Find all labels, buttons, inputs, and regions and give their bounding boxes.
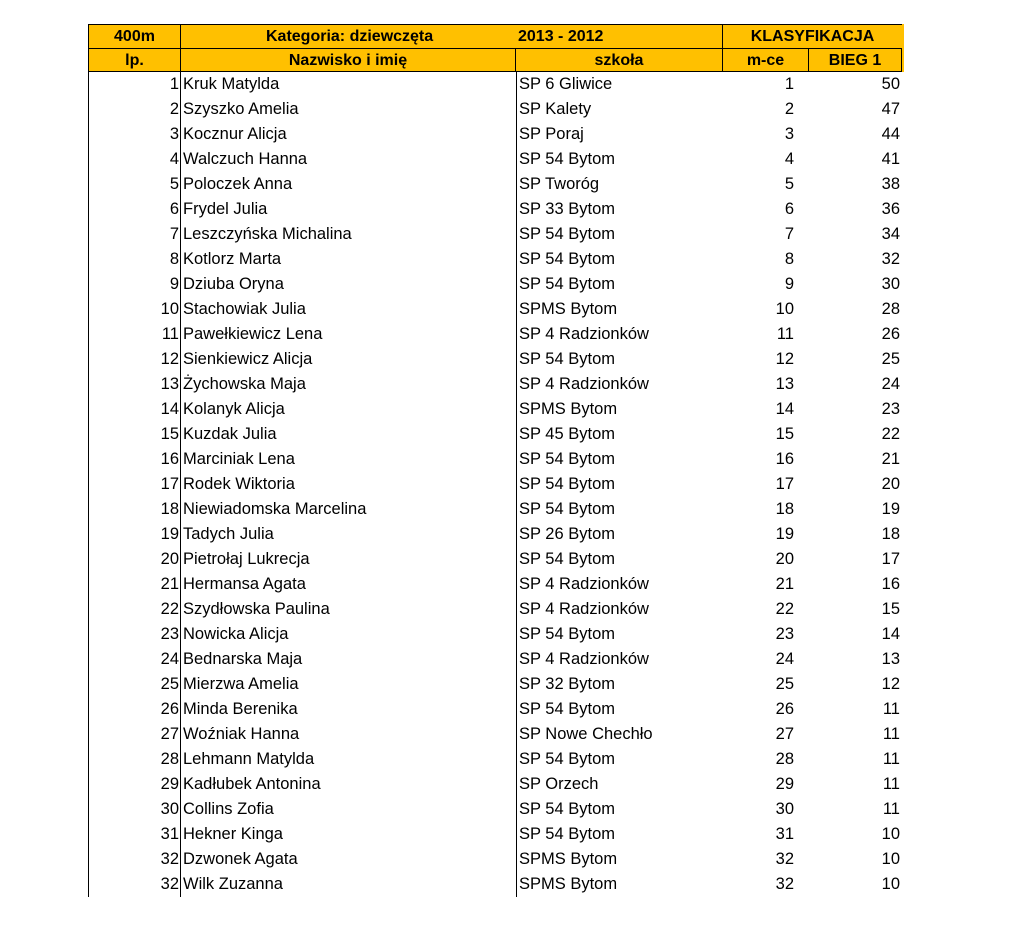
row-school: SP 54 Bytom (516, 747, 722, 772)
column-header-place: m-ce (722, 48, 808, 72)
row-lp: 3 (88, 122, 181, 147)
row-school: SP 54 Bytom (516, 622, 722, 647)
row-place: 30 (775, 800, 794, 818)
row-name: Leszczyńska Michalina (183, 225, 352, 243)
row-points: 47 (881, 100, 900, 118)
table-row (88, 372, 904, 397)
row-points: 10 (881, 825, 900, 843)
row-school: SP Poraj (516, 122, 722, 147)
table-row (88, 672, 904, 697)
row-place: 23 (775, 625, 794, 643)
row-name: Nowicka Alicja (183, 625, 289, 643)
row-lp: 5 (88, 172, 181, 197)
row-lp: 1 (88, 72, 181, 97)
row-name: Kotlorz Marta (183, 250, 282, 268)
row-school: SP 54 Bytom (516, 822, 722, 847)
row-school: SP 54 Bytom (516, 147, 722, 172)
row-school: SP 33 Bytom (516, 197, 722, 222)
row-name: Żychowska Maja (183, 375, 306, 393)
row-name: Pietrołaj Lukrecja (183, 550, 310, 568)
row-lp: 32 (88, 847, 181, 872)
row-name: Pawełkiewicz Lena (183, 325, 323, 343)
row-place: 12 (775, 350, 794, 368)
row-place: 4 (784, 150, 794, 168)
row-points: 19 (881, 500, 900, 518)
row-lp: 18 (88, 497, 181, 522)
table-row (88, 397, 904, 422)
row-school: SP 54 Bytom (516, 547, 722, 572)
row-lp: 28 (88, 747, 181, 772)
row-school: SP Nowe Chechło (516, 722, 722, 747)
row-name: Hermansa Agata (183, 575, 306, 593)
row-lp: 26 (88, 697, 181, 722)
row-school: SP 6 Gliwice (516, 72, 722, 97)
row-points: 15 (881, 600, 900, 618)
table-row (88, 272, 904, 297)
row-lp: 7 (88, 222, 181, 247)
row-place: 10 (775, 300, 794, 318)
table-title-row (88, 24, 904, 48)
row-points: 26 (881, 325, 900, 343)
table-row (88, 722, 904, 747)
table-row (88, 772, 904, 797)
results-table (88, 24, 904, 897)
row-lp: 25 (88, 672, 181, 697)
row-points: 14 (881, 625, 900, 643)
row-lp: 17 (88, 472, 181, 497)
row-place: 20 (775, 550, 794, 568)
row-lp: 10 (88, 297, 181, 322)
row-name: Dzwonek Agata (183, 850, 298, 868)
row-points: 44 (881, 125, 900, 143)
table-row (88, 72, 904, 97)
row-school: SP Tworóg (516, 172, 722, 197)
row-points: 17 (881, 550, 900, 568)
table-row (88, 247, 904, 272)
row-school: SPMS Bytom (516, 397, 722, 422)
distance-label: 400m (88, 24, 181, 48)
years-label: 2013 - 2012 (516, 24, 722, 48)
row-place: 21 (775, 575, 794, 593)
row-place: 8 (784, 250, 794, 268)
table-row (88, 447, 904, 472)
row-place: 26 (775, 700, 794, 718)
row-points: 11 (882, 700, 900, 718)
row-school: SP 54 Bytom (516, 222, 722, 247)
row-lp: 24 (88, 647, 181, 672)
row-lp: 2 (88, 97, 181, 122)
row-points: 28 (881, 300, 900, 318)
row-name: Lehmann Matylda (183, 750, 315, 768)
row-name: Niewiadomska Marcelina (183, 500, 367, 518)
row-school: SP 54 Bytom (516, 472, 722, 497)
row-points: 50 (881, 75, 900, 93)
row-name: Hekner Kinga (183, 825, 283, 843)
row-place: 32 (775, 850, 794, 868)
row-points: 11 (882, 775, 900, 793)
row-points: 24 (881, 375, 900, 393)
row-place: 31 (775, 825, 794, 843)
table-row (88, 322, 904, 347)
row-name: Bednarska Maja (183, 650, 303, 668)
row-name: Poloczek Anna (183, 175, 293, 193)
row-place: 25 (775, 675, 794, 693)
row-lp: 31 (88, 822, 181, 847)
row-school: SP 45 Bytom (516, 422, 722, 447)
table-row (88, 547, 904, 572)
row-lp: 23 (88, 622, 181, 647)
row-name: Dziuba Oryna (183, 275, 284, 293)
table-row (88, 597, 904, 622)
row-name: Minda Berenika (183, 700, 298, 718)
table-row (88, 847, 904, 872)
table-row (88, 222, 904, 247)
row-name: Rodek Wiktoria (183, 475, 295, 493)
row-name: Szydłowska Paulina (183, 600, 330, 618)
row-points: 10 (881, 875, 900, 893)
table-row (88, 147, 904, 172)
row-place: 19 (775, 525, 794, 543)
row-school: SP 4 Radzionków (516, 572, 722, 597)
row-place: 24 (775, 650, 794, 668)
table-row (88, 522, 904, 547)
row-lp: 9 (88, 272, 181, 297)
row-lp: 27 (88, 722, 181, 747)
column-header-lp: lp. (88, 48, 181, 72)
row-lp: 12 (88, 347, 181, 372)
row-place: 29 (775, 775, 794, 793)
row-place: 16 (775, 450, 794, 468)
classification-label: KLASYFIKACJA (722, 24, 902, 48)
row-name: Mierzwa Amelia (183, 675, 299, 693)
row-lp: 6 (88, 197, 181, 222)
row-lp: 19 (88, 522, 181, 547)
row-school: SP 54 Bytom (516, 497, 722, 522)
row-school: SP Orzech (516, 772, 722, 797)
row-place: 28 (775, 750, 794, 768)
table-row (88, 747, 904, 772)
row-lp: 15 (88, 422, 181, 447)
row-place: 7 (784, 225, 794, 243)
row-name: Kolanyk Alicja (183, 400, 285, 418)
row-lp: 32 (88, 872, 181, 897)
row-place: 32 (775, 875, 794, 893)
row-name: Frydel Julia (183, 200, 268, 218)
table-row (88, 822, 904, 847)
row-points: 16 (881, 575, 900, 593)
row-name: Szyszko Amelia (183, 100, 299, 118)
row-lp: 13 (88, 372, 181, 397)
column-header-name: Nazwisko i imię (181, 48, 516, 72)
row-points: 23 (881, 400, 900, 418)
table-row (88, 572, 904, 597)
row-points: 18 (881, 525, 900, 543)
row-points: 30 (881, 275, 900, 293)
row-school: SP 26 Bytom (516, 522, 722, 547)
row-points: 25 (881, 350, 900, 368)
row-place: 13 (775, 375, 794, 393)
row-school: SP Kalety (516, 97, 722, 122)
row-points: 13 (881, 650, 900, 668)
row-name: Kocznur Alicja (183, 125, 287, 143)
table-row (88, 497, 904, 522)
row-school: SP 32 Bytom (516, 672, 722, 697)
row-name: Collins Zofia (183, 800, 274, 818)
row-school: SP 4 Radzionków (516, 597, 722, 622)
row-school: SPMS Bytom (516, 872, 722, 897)
row-place: 27 (775, 725, 794, 743)
row-points: 11 (882, 725, 900, 743)
row-points: 11 (882, 750, 900, 768)
row-place: 2 (784, 100, 794, 118)
table-row (88, 422, 904, 447)
row-name: Marciniak Lena (183, 450, 295, 468)
row-school: SP 54 Bytom (516, 697, 722, 722)
table-row (88, 172, 904, 197)
row-place: 14 (775, 400, 794, 418)
row-lp: 22 (88, 597, 181, 622)
table-row (88, 122, 904, 147)
row-lp: 21 (88, 572, 181, 597)
row-points: 11 (882, 800, 900, 818)
table-row (88, 797, 904, 822)
row-points: 38 (881, 175, 900, 193)
category-label: Kategoria: dziewczęta (181, 24, 516, 48)
row-place: 6 (784, 200, 794, 218)
row-school: SP 54 Bytom (516, 272, 722, 297)
table-row (88, 97, 904, 122)
row-name: Wilk Zuzanna (183, 875, 283, 893)
row-place: 18 (775, 500, 794, 518)
row-points: 36 (881, 200, 900, 218)
row-points: 10 (881, 850, 900, 868)
row-name: Woźniak Hanna (183, 725, 300, 743)
row-school: SP 54 Bytom (516, 797, 722, 822)
row-lp: 29 (88, 772, 181, 797)
column-header-row (88, 48, 904, 72)
row-points: 34 (881, 225, 900, 243)
row-points: 21 (881, 450, 900, 468)
table-body (88, 72, 904, 897)
row-place: 15 (775, 425, 794, 443)
row-place: 5 (784, 175, 794, 193)
row-name: Sienkiewicz Alicja (183, 350, 313, 368)
row-lp: 20 (88, 547, 181, 572)
row-school: SP 54 Bytom (516, 447, 722, 472)
row-lp: 4 (88, 147, 181, 172)
row-place: 1 (784, 75, 794, 93)
row-points: 41 (881, 150, 900, 168)
row-points: 12 (881, 675, 900, 693)
table-row (88, 297, 904, 322)
column-header-run: BIEG 1 (808, 48, 902, 72)
row-lp: 30 (88, 797, 181, 822)
table-row (88, 622, 904, 647)
row-points: 20 (881, 475, 900, 493)
row-school: SP 54 Bytom (516, 247, 722, 272)
row-name: Kuzdak Julia (183, 425, 277, 443)
column-header-school: szkoła (516, 48, 722, 72)
row-school: SP 4 Radzionków (516, 647, 722, 672)
row-place: 11 (776, 325, 794, 343)
row-lp: 16 (88, 447, 181, 472)
row-school: SP 4 Radzionków (516, 322, 722, 347)
table-row (88, 347, 904, 372)
row-place: 22 (775, 600, 794, 618)
row-name: Kruk Matylda (183, 75, 280, 93)
row-lp: 14 (88, 397, 181, 422)
row-points: 32 (881, 250, 900, 268)
row-school: SPMS Bytom (516, 847, 722, 872)
table-row (88, 872, 904, 897)
row-place: 9 (784, 275, 794, 293)
row-place: 17 (775, 475, 794, 493)
row-name: Tadych Julia (183, 525, 274, 543)
row-lp: 11 (88, 322, 181, 347)
table-row (88, 472, 904, 497)
row-place: 3 (784, 125, 794, 143)
table-row (88, 197, 904, 222)
row-points: 22 (881, 425, 900, 443)
row-school: SPMS Bytom (516, 297, 722, 322)
table-row (88, 647, 904, 672)
table-row (88, 697, 904, 722)
row-name: Walczuch Hanna (183, 150, 308, 168)
row-name: Kadłubek Antonina (183, 775, 321, 793)
row-lp: 8 (88, 247, 181, 272)
row-name: Stachowiak Julia (183, 300, 306, 318)
row-school: SP 4 Radzionków (516, 372, 722, 397)
row-school: SP 54 Bytom (516, 347, 722, 372)
